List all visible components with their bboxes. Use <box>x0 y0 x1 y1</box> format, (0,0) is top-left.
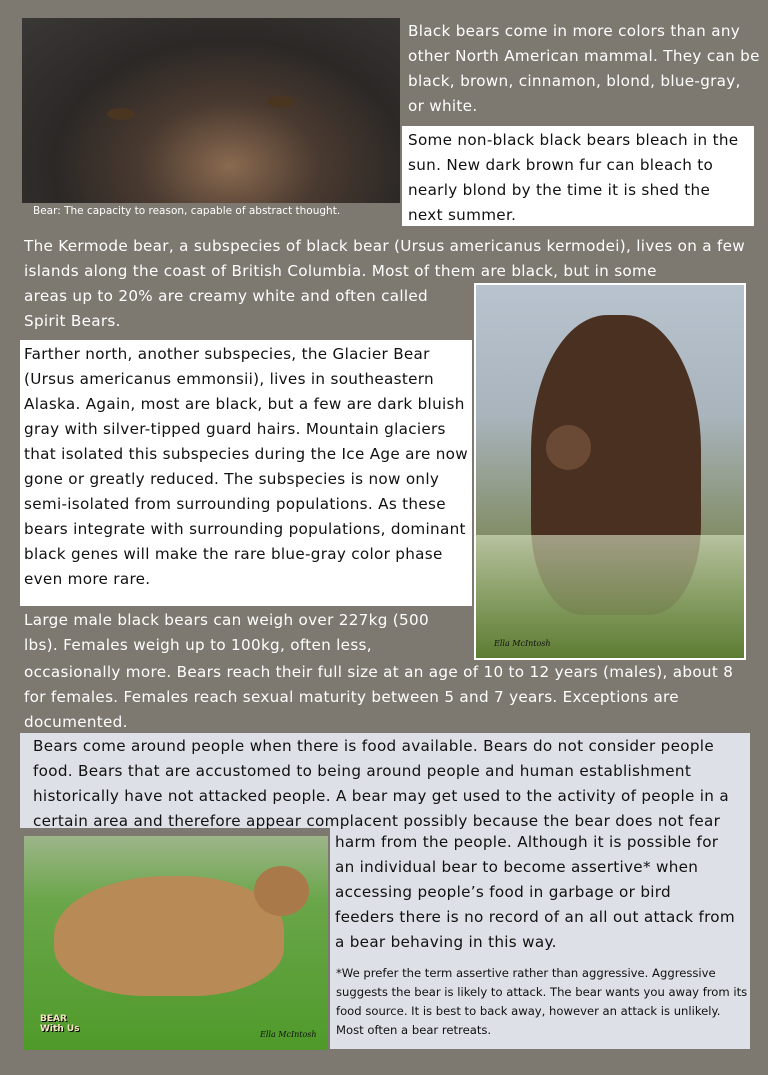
bear-with-us-logo: BEAR With Us <box>40 1014 80 1034</box>
bear-eye-left <box>107 108 135 120</box>
bear-head <box>254 866 309 916</box>
bleach-box: Some non-black black bears bleach in the sun. New dark brown fur can bleach to nearly blond by the time it is shed the next summer. <box>402 126 754 226</box>
photo-credit: Ella McIntosh <box>260 1030 317 1039</box>
cinnamon-bear-photo <box>24 836 328 1050</box>
glacier-box: Farther north, another subspecies, the Glacier Bear (Ursus americanus emmonsii), lives in southeastern Alaska. Again, most are black, but a few are dark bluish gray with silver-tipped guard hairs. Mountain glaciers that isolated this subspecies during the Ice Age are now gone or greatly reduced. The subspecies is now only semi-isolated from surrounding populations. As these bears integrate with surrounding populations, dominant black genes will make the rare blue-gray color phase even more rare. <box>20 340 472 606</box>
photo-credit: Ella McIntosh <box>494 639 551 648</box>
bear-eye-right <box>267 96 295 108</box>
photo-caption: Bear: The capacity to reason, capable of abstract thought. <box>33 205 341 217</box>
intro-text: Black bears come in more colors than any other North American mammal. They can be black, brown, cinnamon, blond, blue-gray, or white. <box>408 22 760 115</box>
people-text: Bears come around people when there is food available. Bears do not consider people food. Bears that are accustomed to being around people and human establishment historically have not attacked people. A bear may get used to the activity of people in a certain area and therefore appear complacent possibly because the bear does not fear <box>33 737 729 830</box>
bear-face-photo <box>22 18 400 203</box>
bear-body <box>54 876 284 996</box>
footnote: *We prefer the term assertive rather than aggressive. Aggressive suggests the bear is likely to attack. The bear wants you away from its food source. It is best to back away, however an attack is unlikely. Most often a bear retreats. <box>336 966 748 1037</box>
size-text-cont: occasionally more. Bears reach their full size at an age of 10 to 12 years (males), about 8 for females. Females reach sexual maturity between 5 and 7 years. Exceptions are documented. <box>24 663 734 731</box>
size-text: Large male black bears can weigh over 227kg (500 lbs). Females weigh up to 100kg, often less, <box>24 611 429 654</box>
kermode-text-cont: areas up to 20% are creamy white and often called Spirit Bears. <box>24 287 428 330</box>
brown-bear-photo <box>474 283 746 660</box>
people-text-cont: harm from the people. Although it is possible for an individual bear to become assertive* when accessing people’s food in garbage or bird feeders there is no record of an all out attack from a bear behaving in this way. <box>335 833 735 951</box>
kermode-text: The Kermode bear, a subspecies of black bear (Ursus americanus kermodei), lives on a few islands along the coast of British Columbia. Most of them are black, but in some <box>24 237 745 280</box>
bear-snout <box>546 425 591 470</box>
